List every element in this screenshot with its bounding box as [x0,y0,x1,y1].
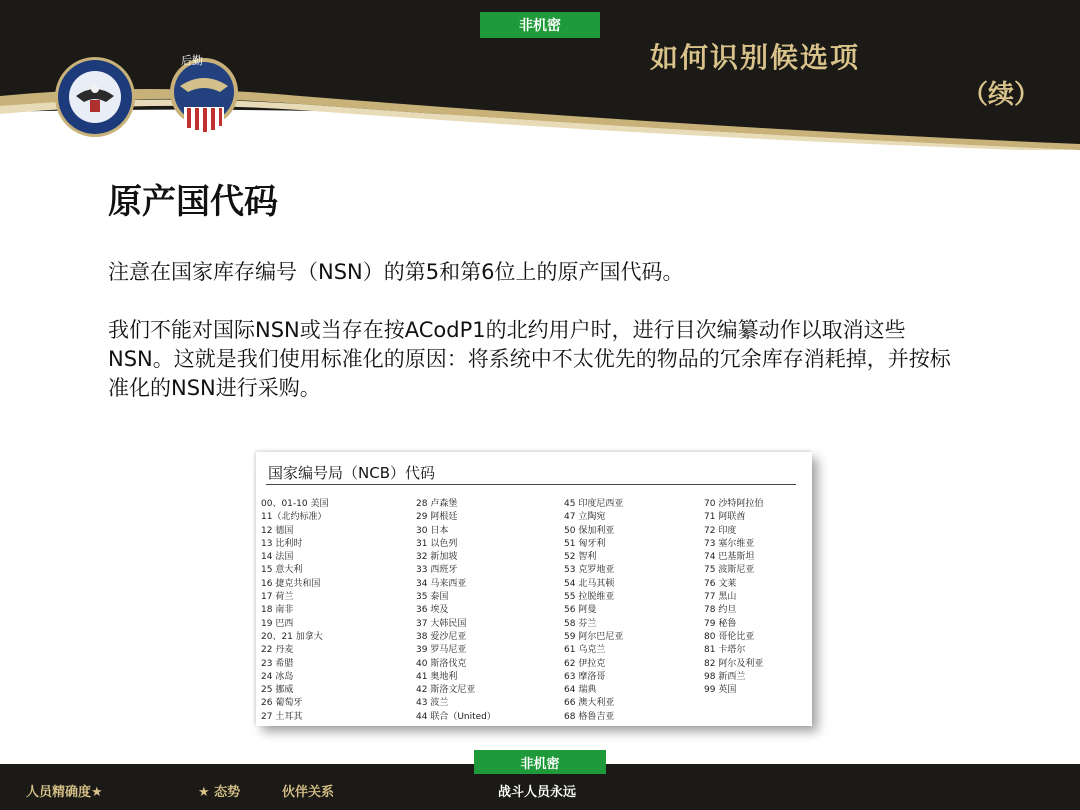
ncb-table-title: 国家编号局（NCB）代码 [268,464,435,482]
footer-classification-badge: 非机密 [474,750,606,774]
ncb-code-entry: 66 澳大利亚 [564,698,615,709]
section-title: 原产国代码 [108,182,278,222]
paragraph-standardization: 我们不能对国际NSN或当存在按ACodP1的北约用户时，进行目次编纂动作以取消这些NSN。这就是我们使用标准化的原因：将系统中不太优先的物品的冗余库存消耗掉，并按标准化的NSN进行采购。 [108,318,951,400]
ncb-code-entry: 29 阿根廷 [416,512,458,523]
ncb-code-entry: 63 摩洛哥 [564,671,606,682]
divider [266,484,796,485]
ncb-code-entry: 35 泰国 [416,592,449,603]
ncb-code-entry: 78 约旦 [704,605,737,616]
ncb-code-entry: 38 爱沙尼亚 [416,631,467,642]
ncb-code-entry: 13 比利时 [261,538,303,549]
ncb-code-entry: 11（北约标准） [261,512,327,523]
page-title-continued: （续） [962,80,1041,110]
ncb-code-entry: 20、21 加拿大 [261,631,323,642]
ncb-code-entry: 40 斯洛伐克 [416,658,467,669]
ncb-code-entry: 72 印度 [704,525,737,536]
ncb-code-entry: 70 沙特阿拉伯 [704,499,764,509]
ncb-code-entry: 28 卢森堡 [416,499,458,509]
footer-item-posture: ★ 态势 [198,785,241,800]
classification-badge: 非机密 [480,12,600,38]
ncb-code-entry: 79 秘鲁 [704,618,737,629]
ncb-code-entry: 54 北马其顿 [564,578,615,589]
ncb-code-entry: 37 大韩民国 [416,618,467,629]
ncb-column-3 [564,498,623,724]
footer-item-personnel: 人员精确度★ [26,785,103,800]
ncb-code-entry: 25 挪威 [261,685,294,696]
ncb-code-entry: 59 阿尔巴尼亚 [564,631,624,642]
ncb-code-entry: 99 英国 [704,685,737,696]
ncb-code-entry: 16 捷克共和国 [261,578,321,589]
ncb-code-entry: 30 日本 [416,525,449,536]
ncb-code-entry: 31 以色列 [416,538,458,549]
ncb-code-entry: 98 新西兰 [704,671,746,682]
ncb-code-entry: 23 希腊 [261,658,294,669]
ncb-code-entry: 22 丹麦 [261,645,294,656]
ncb-code-entry: 12 德国 [261,525,294,536]
ncb-code-entry: 45 印度尼西亚 [564,499,624,509]
ncb-code-entry: 19 巴西 [261,618,294,629]
seal-label: 后勤 [181,54,203,67]
ncb-code-entry: 82 阿尔及利亚 [704,658,764,669]
ncb-code-entry: 81 卡塔尔 [704,645,746,656]
ncb-code-entry: 62 伊拉克 [564,658,606,669]
ncb-code-table-image [256,452,812,726]
ncb-code-entry: 56 阿曼 [564,605,597,616]
ncb-code-entry: 64 瑞典 [564,685,597,696]
ncb-code-entry: 71 阿联酋 [704,512,746,523]
ncb-code-entry: 55 拉脱维亚 [564,592,615,603]
ncb-code-entry: 80 哥伦比亚 [704,631,755,642]
department-of-defense-seal-icon [54,56,136,138]
ncb-code-entry: 68 格鲁吉亚 [564,711,615,722]
ncb-column-4 [704,498,763,697]
ncb-code-entry: 61 乌克兰 [564,645,606,656]
ncb-code-entry: 51 匈牙利 [564,538,606,549]
ncb-code-entry: 43 波兰 [416,698,449,709]
ncb-code-entry: 24 冰岛 [261,671,294,682]
footer-motto: 战斗人员永远 [498,785,577,800]
logistics-agency-seal-icon [166,52,242,144]
ncb-code-entry: 14 法国 [261,552,294,563]
ncb-code-entry: 18 南非 [261,605,294,616]
ncb-code-entry: 15 意大利 [261,565,303,576]
footer-item-partnership: 伙伴关系 [282,785,335,800]
ncb-code-entry: 17 荷兰 [261,592,294,603]
ncb-code-entry: 76 文莱 [704,578,737,589]
ncb-code-entry: 36 埃及 [416,605,449,616]
ncb-code-entry: 75 波斯尼亚 [704,565,755,576]
ncb-code-entry: 50 保加利亚 [564,525,615,536]
ncb-code-entry: 44 联合（United） [416,711,496,722]
ncb-code-entry: 47 立陶宛 [564,512,606,523]
ncb-code-entry: 33 西班牙 [416,565,458,576]
ncb-code-entry: 34 马来西亚 [416,578,467,589]
ncb-code-entry: 58 芬兰 [564,618,597,629]
paragraph-nsn-code: 注意在国家库存编号（NSN）的第5和第6位上的原产国代码。 [108,260,684,284]
ncb-code-entry: 32 新加坡 [416,552,458,563]
ncb-code-entry: 27 土耳其 [261,711,303,722]
ncb-column-1 [261,498,328,724]
page-title: 如何识别候选项 [650,41,861,74]
ncb-column-2 [416,498,496,724]
ncb-code-entry: 52 智利 [564,552,597,563]
ncb-code-entry: 42 斯洛文尼亚 [416,685,476,696]
ncb-code-entry: 00、01-10 美国 [261,499,329,509]
ncb-code-entry: 53 克罗地亚 [564,565,615,576]
ncb-code-entry: 74 巴基斯坦 [704,552,755,563]
ncb-code-entry: 41 奥地利 [416,671,458,682]
ncb-code-entry: 73 塞尔维亚 [704,538,755,549]
ncb-code-entry: 77 黑山 [704,592,737,603]
ncb-code-entry: 26 葡萄牙 [261,698,303,709]
ncb-code-entry: 39 罗马尼亚 [416,645,467,656]
